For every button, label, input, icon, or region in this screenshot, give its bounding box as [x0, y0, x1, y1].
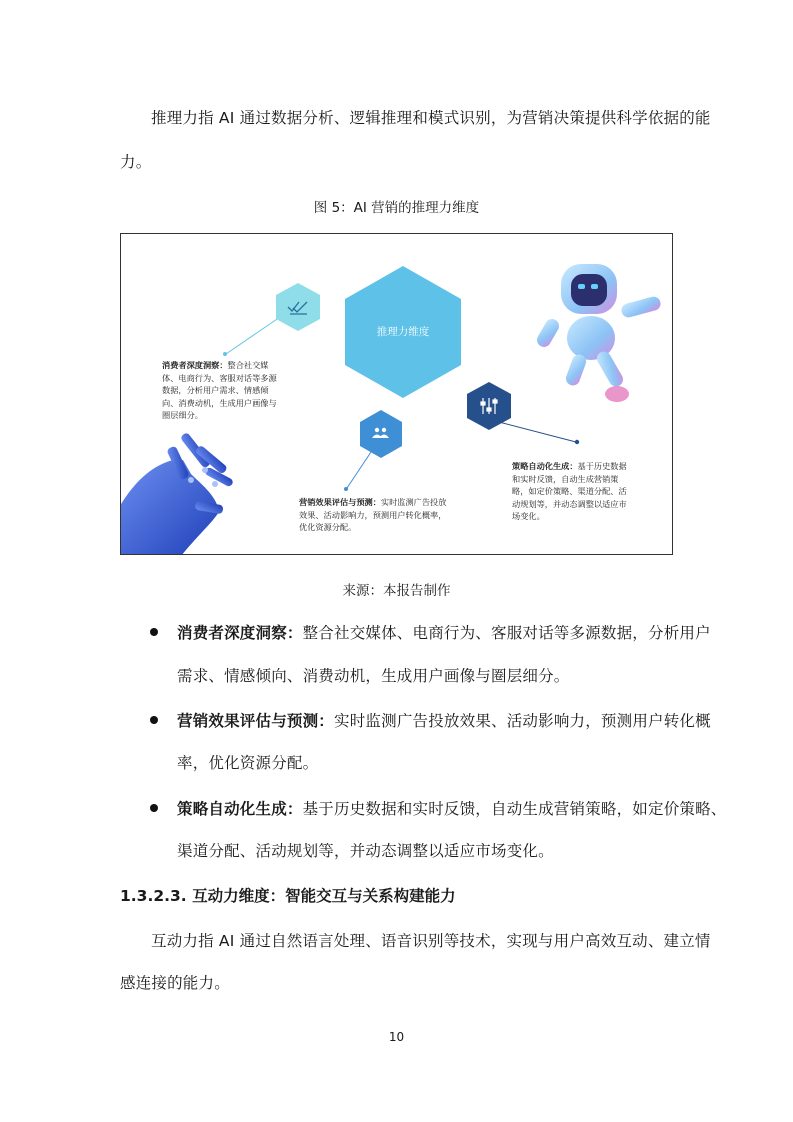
consumer-body: 整合社交媒体、电商行为、客服对话等多源数据，分析用户需求、情感倾向、消费动机，生成用户画像与圈层细分。: [162, 360, 277, 420]
connector-dot: [223, 352, 227, 356]
bullet-1-line-1: [177, 623, 711, 643]
bullet-1-line-2: 需求、情感倾向、消费动机，生成用户画像与圈层细分。: [177, 667, 570, 685]
bullet-dot: [150, 628, 158, 636]
sliders-icon: [481, 398, 497, 414]
robot-hand-image: [121, 432, 234, 555]
marketing-body: 实时监测广告投放效果、活动影响力，预测用户转化概率，优化资源分配。: [299, 497, 447, 532]
strategy-text: [512, 460, 632, 523]
bullet-3-line-2: 渠道分配、活动规划等，并动态调整以适应市场变化。: [177, 842, 554, 860]
bullet-2-line-2: 率，优化资源分配。: [177, 754, 319, 772]
figure-source: 来源：本报告制作: [342, 583, 451, 599]
bullet-3-title: 策略自动化生成：: [177, 800, 303, 818]
section-line-1: 互动力指 AI 通过自然语言处理、语音识别等技术，实现与用户高效互动、建立情: [151, 932, 711, 950]
intro-line-2: 力。: [120, 153, 152, 171]
marketing-title: 营销效果评估与预测：: [299, 497, 381, 507]
marketing-hexagon: [360, 410, 402, 458]
figure-reasoning-dimension: [120, 233, 673, 555]
bullet-1-title: 消费者深度洞察：: [177, 624, 303, 642]
bullet-3-text: 基于历史数据和实时反馈，自动生成营销策略，如定价策略、: [302, 800, 727, 818]
connector-dot: [575, 440, 579, 444]
bullet-2-title: 营销效果评估与预测：: [177, 712, 335, 730]
center-label: 推理力维度: [376, 326, 430, 338]
bullet-2-line-1: [177, 711, 711, 731]
connector-strategy: [499, 422, 576, 442]
connector-marketing: [347, 452, 371, 488]
consumer-hexagon: [276, 283, 320, 331]
bullet-2-text: 实时监测广告投放效果、活动影响力，预测用户转化概: [334, 712, 711, 730]
bullet-dot: [150, 804, 158, 812]
figure-caption: 图 5：AI 营销的推理力维度: [313, 200, 480, 216]
strategy-title: 策略自动化生成：: [512, 461, 578, 471]
bullet-3-line-1: [177, 799, 727, 819]
bullet-1-text: 整合社交媒体、电商行为、客服对话等多源数据，分析用户: [302, 624, 711, 642]
consumer-title: 消费者深度洞察：: [162, 360, 228, 370]
intro-line-1: 推理力指 AI 通过数据分析、逻辑推理和模式识别，为营销决策提供科学依据的能: [151, 109, 711, 127]
section-line-2: 感连接的能力。: [120, 974, 230, 992]
connector-dot: [344, 487, 348, 491]
page-number: 10: [388, 1030, 405, 1044]
robot-image: [534, 264, 662, 402]
consumer-text: [162, 359, 280, 422]
section-heading: 1.3.2.3. 互动力维度：智能交互与关系构建能力: [120, 887, 456, 905]
bullet-dot: [150, 716, 158, 724]
marketing-text: [299, 496, 449, 534]
strategy-body: 基于历史数据和实时反馈，自动生成营销策略，如定价策略、渠道分配、活动规划等，并动态调整以适应市场变化。: [512, 461, 627, 521]
